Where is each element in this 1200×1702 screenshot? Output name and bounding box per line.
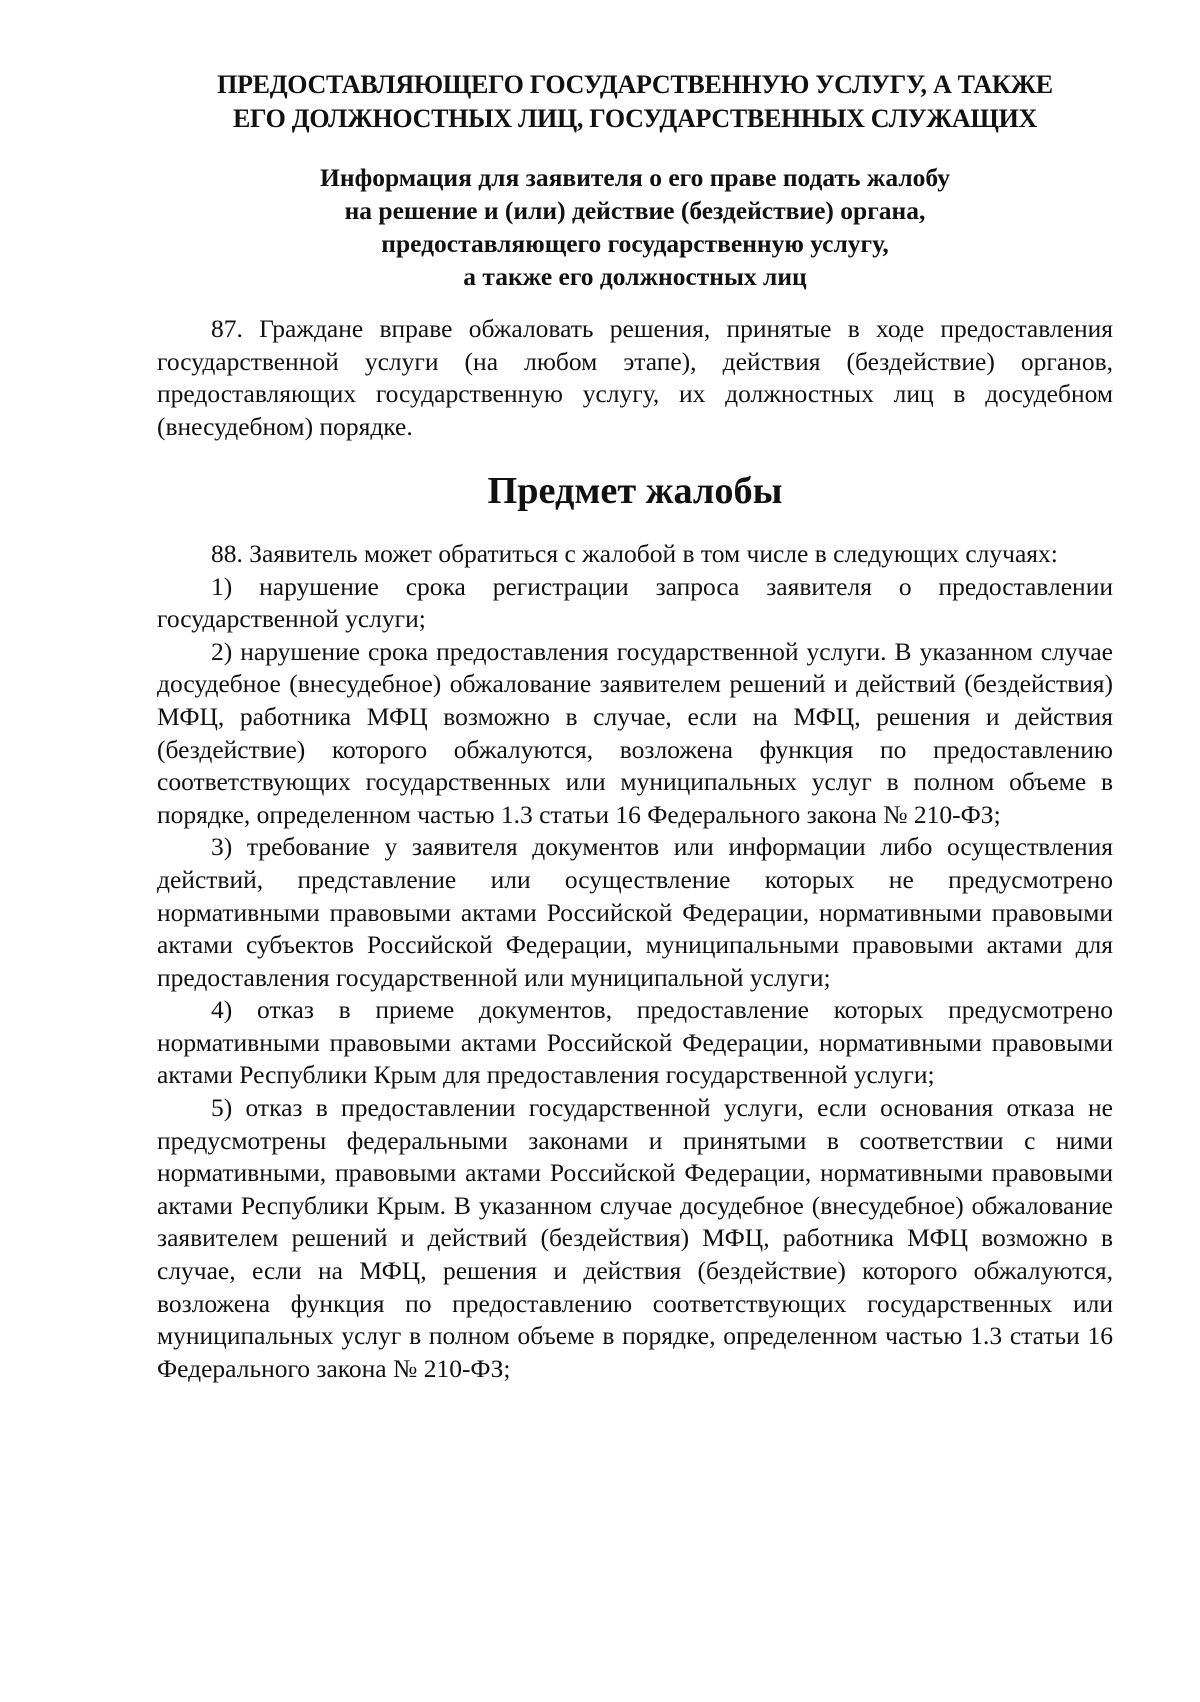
list-item-4: 4) отказ в приеме документов, предоставление которых предусмотрено нормативными правовыми актами Российской Федерации, нормативными правовыми актами Республики Крым для предоставления государственной услуги; [157, 995, 1113, 1090]
list-item-3: 3) требование у заявителя документов или информации либо осуществления действий, представление или осуществление которых не предусмотрено нормативными правовыми актами Российской Федерации, нормативными правовыми актами субъектов Российской Федерации, муниципальными правовыми актами для предоставления государственной или муниципальной услуги; [157, 832, 1113, 992]
section-heading-complaint-subject: Предмет жалобы [487, 470, 783, 513]
info-heading-line: на решение и (или) действие (бездействие) органа, [344, 196, 926, 225]
info-heading [157, 161, 1113, 293]
document-page [157, 68, 1113, 1385]
document-title [157, 68, 1113, 136]
info-heading-line: а также его должностных лиц [463, 262, 807, 291]
list-item-5: 5) отказ в предоставлении государственной услуги, если основания отказа не предусмотрены федеральными законами и принятыми в соответствии с ними нормативными, правовыми актами Российской Федерации, нормативными правовыми актами Республики Крым. В указанном случае досудебное (внесудебное) обжалование заявителем решений и действий (бездействия) МФЦ, работника МФЦ возможно в случае, если на МФЦ, решения и действия (бездействие) которого обжалуются, возложена функция по предоставлению соответствующих государственных или муниципальных услуг в полном объеме в порядке, определенном частью 1.3 статьи 16 Федерального закона № 210-ФЗ; [157, 1093, 1113, 1383]
paragraph-87: 87. Граждане вправе обжаловать решения, принятые в ходе предоставления государственной услуги (на любом этапе), действия (бездействие) органов, предоставляющих государственную услугу, их должностных лиц в досудебном (внесудебном) порядке. [157, 314, 1113, 441]
title-line: ПРЕДОСТАВЛЯЮЩЕГО ГОСУДАРСТВЕННУЮ УСЛУГУ, А ТАКЖЕ [217, 70, 1053, 99]
title-line: ЕГО ДОЛЖНОСТНЫХ ЛИЦ, ГОСУДАРСТВЕННЫХ СЛУЖАЩИХ [233, 104, 1037, 133]
list-item-1: 1) нарушение срока регистрации запроса заявителя о предоставлении государственной услуги; [157, 571, 1113, 634]
paragraph-88: 88. Заявитель может обратиться с жалобой в том числе в следующих случаях: [211, 538, 1058, 568]
list-item-2: 2) нарушение срока предоставления государственной услуги. В указанном случае досудебное (внесудебное) обжалование заявителем решений и действий (бездействия) МФЦ, работника МФЦ возможно в случае, если на МФЦ, решения и действия (бездействие) которого обжалуются, возложена функция по предоставлению соответствующих государственных или муниципальных услуг в полном объеме в порядке, определенном частью 1.3 статьи 16 Федерального закона № 210-ФЗ; [157, 636, 1113, 829]
info-heading-line: предоставляющего государственную услугу, [381, 229, 889, 258]
info-heading-line: Информация для заявителя о его праве подать жалобу [320, 163, 950, 192]
